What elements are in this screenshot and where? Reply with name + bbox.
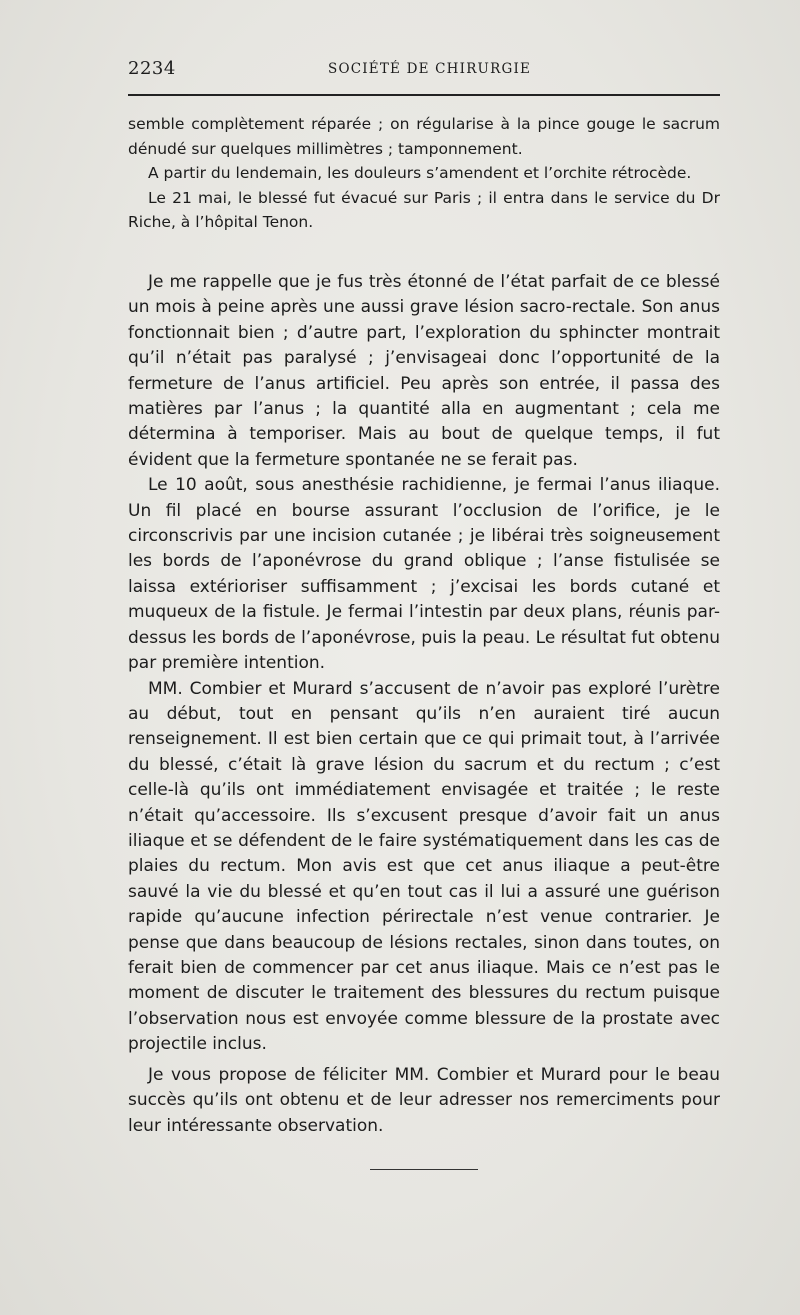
conclusion-text xyxy=(128,1063,720,1139)
commentary-paragraph-2: Le 10 août, sous anesthésie rachidienne, je fermai l’anus iliaque. Un fil placé en bourse assurant l’occlusion de l’orifice, je le circonscrivis par une incision cutanée ; je libérai très soigneusement les bords de l’aponévrose du grand oblique ; l’anse fistulisée se laissa extérioriser suffisamment ; j’excisai les bords cutané et muqueux de la fistule. Je fermai l’intestin par deux plans, réunis par-dessus les bords de l’aponévrose, puis la peau. Le résultat fut obtenu par première intention. xyxy=(128,475,720,674)
page-header xyxy=(128,58,720,82)
end-rule xyxy=(370,1169,478,1170)
observation-paragraph-3: Le 21 mai, le blessé fut évacué sur Paris ; il entra dans le service du Dr Riche, à l’hôpital Tenon. xyxy=(128,188,720,231)
observation-paragraph-1: semble complètement réparée ; on régularise à la pince gouge le sacrum dénudé sur quelques millimètres ; tamponnement. xyxy=(128,115,720,158)
running-head: SOCIÉTÉ DE CHIRURGIE xyxy=(328,61,532,77)
commentary-text xyxy=(128,270,720,1058)
header-rule xyxy=(128,94,720,96)
page-number: 2234 xyxy=(128,58,176,79)
observation-text xyxy=(128,112,720,235)
conclusion-paragraph-1: Je vous propose de féliciter MM. Combier et Murard pour le beau succès qu’ils ont obtenu et de leur adresser nos remerciments pour leur intéressante observation. xyxy=(128,1065,720,1136)
observation-paragraph-2: A partir du lendemain, les douleurs s’amendent et l’orchite rétrocède. xyxy=(148,164,692,182)
commentary-paragraph-3: MM. Combier et Murard s’accusent de n’avoir pas exploré l’urètre au début, tout en pensant qu’ils n’en auraient tiré aucun renseignement. Il est bien certain que ce qui primait tout, à l’arrivée du blessé, c’était là grave lésion du sacrum et du rectum ; c’est celle-là qu’ils ont immédiatement envisagée et traitée ; le reste n’était qu’accessoire. Ils s’excusent presque d’avoir fait un anus iliaque et se défendent de le faire systématiquement dans les cas de plaies du rectum. Mon avis est que cet anus iliaque a peut-être sauvé la vie du blessé et qu’en tout cas il lui a assuré une guérison rapide qu’aucune infection périrectale n’est venue contrarier. Je pense que dans beaucoup de lésions rectales, sinon dans toutes, on ferait bien de commencer par cet anus iliaque. Mais ce n’est pas le moment de discuter le traitement des blessures du rectum puisque l’observation nous est envoyée comme blessure de la prostate avec projectile inclus. xyxy=(128,678,720,1055)
commentary-paragraph-1: Je me rappelle que je fus très étonné de l’état parfait de ce blessé un mois à peine après une aussi grave lésion sacro-rectale. Son anus fonctionnait bien ; d’autre part, l’exploration du sphincter montrait qu’il n’était pas paralysé ; j’envisageai donc l’opportunité de la fermeture de l’anus artificiel. Peu après son entrée, il passa des matières par l’anus ; la quantité alla en augmentant ; cela me détermina à temporiser. Mais au bout de quelque temps, il fut évident que la fermeture spontanée ne se ferait pas. xyxy=(128,272,720,470)
